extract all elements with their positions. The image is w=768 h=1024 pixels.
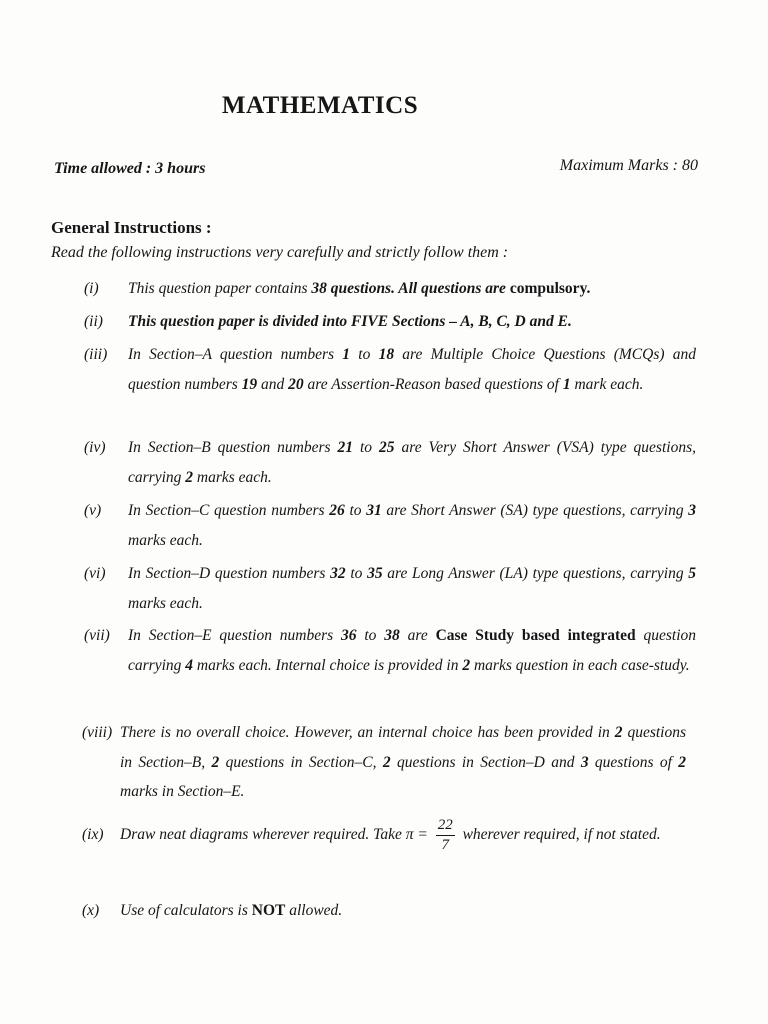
- paper-title: MATHEMATICS: [221, 92, 419, 119]
- instruction-3: [84, 340, 696, 399]
- instruction-10: [82, 896, 686, 926]
- instruction-text: This question paper is divided into FIVE Sections – A, B, C, D and E.: [128, 313, 572, 330]
- general-instructions-heading: General Instructions :: [51, 218, 212, 237]
- instruction-number: (ix): [82, 826, 104, 843]
- instruction-8: [82, 718, 686, 807]
- general-instructions-intro: Read the following instructions very carefully and strictly follow them :: [51, 244, 509, 261]
- instruction-text: In Section–D question numbers 32 to 35 are Long Answer (LA) type questions, carrying 5 marks each.: [128, 565, 697, 612]
- instruction-number: (viii): [82, 724, 113, 741]
- instruction-number: (vi): [84, 565, 106, 582]
- maximum-marks: Maximum Marks : 80: [559, 157, 698, 174]
- pi-fraction: $\frac{22}{7}$: [437, 816, 453, 853]
- instruction-text: In Section–E question numbers 36 to 38 are Case Study based integrated question carrying 4 marks each. Internal choice is provided in 2 marks question in each case-study.: [128, 627, 697, 674]
- instruction-7: [84, 621, 696, 680]
- instruction-2: [84, 307, 696, 337]
- instruction-5: [84, 496, 696, 555]
- instruction-number: (v): [84, 502, 102, 519]
- time-allowed: Time allowed : 3 hours: [54, 160, 206, 177]
- instruction-number: (vii): [84, 627, 110, 644]
- instruction-1: [84, 274, 696, 304]
- instruction-9: [82, 812, 686, 858]
- instruction-text: In Section–B question numbers 21 to 25 are Very Short Answer (VSA) type questions, carrying 2 marks each.: [128, 439, 696, 486]
- instruction-4: [84, 433, 696, 492]
- instruction-number: (iii): [84, 346, 108, 363]
- instruction-text: In Section–C question numbers 26 to 31 are Short Answer (SA) type questions, carrying 3 marks each.: [128, 502, 696, 549]
- instruction-number: (iv): [84, 439, 106, 456]
- instruction-text: Use of calculators is NOT allowed.: [120, 902, 343, 919]
- instruction-number: (i): [84, 280, 99, 297]
- instruction-text: This question paper contains 38 questions. All questions are compulsory.: [128, 280, 591, 297]
- instruction-6: [84, 559, 696, 618]
- instruction-number: (ii): [84, 313, 103, 330]
- instruction-number: (x): [82, 902, 100, 919]
- instruction-text: There is no overall choice. However, an internal choice has been provided in 2 questions in Section–B, 2 questions in Section–C, 2 questions in Section–D and 3 questions of 2 marks in Section–E.: [120, 724, 687, 800]
- instruction-text: In Section–A question numbers 1 to 18 are Multiple Choice Questions (MCQs) and question numbers 19 and 20 are Assertion-Reason based questions of 1 mark each.: [128, 346, 696, 393]
- instruction-text: Draw neat diagrams wherever required. Take π = $\frac{22}{7}$ wherever required, if not stated.: [120, 816, 661, 853]
